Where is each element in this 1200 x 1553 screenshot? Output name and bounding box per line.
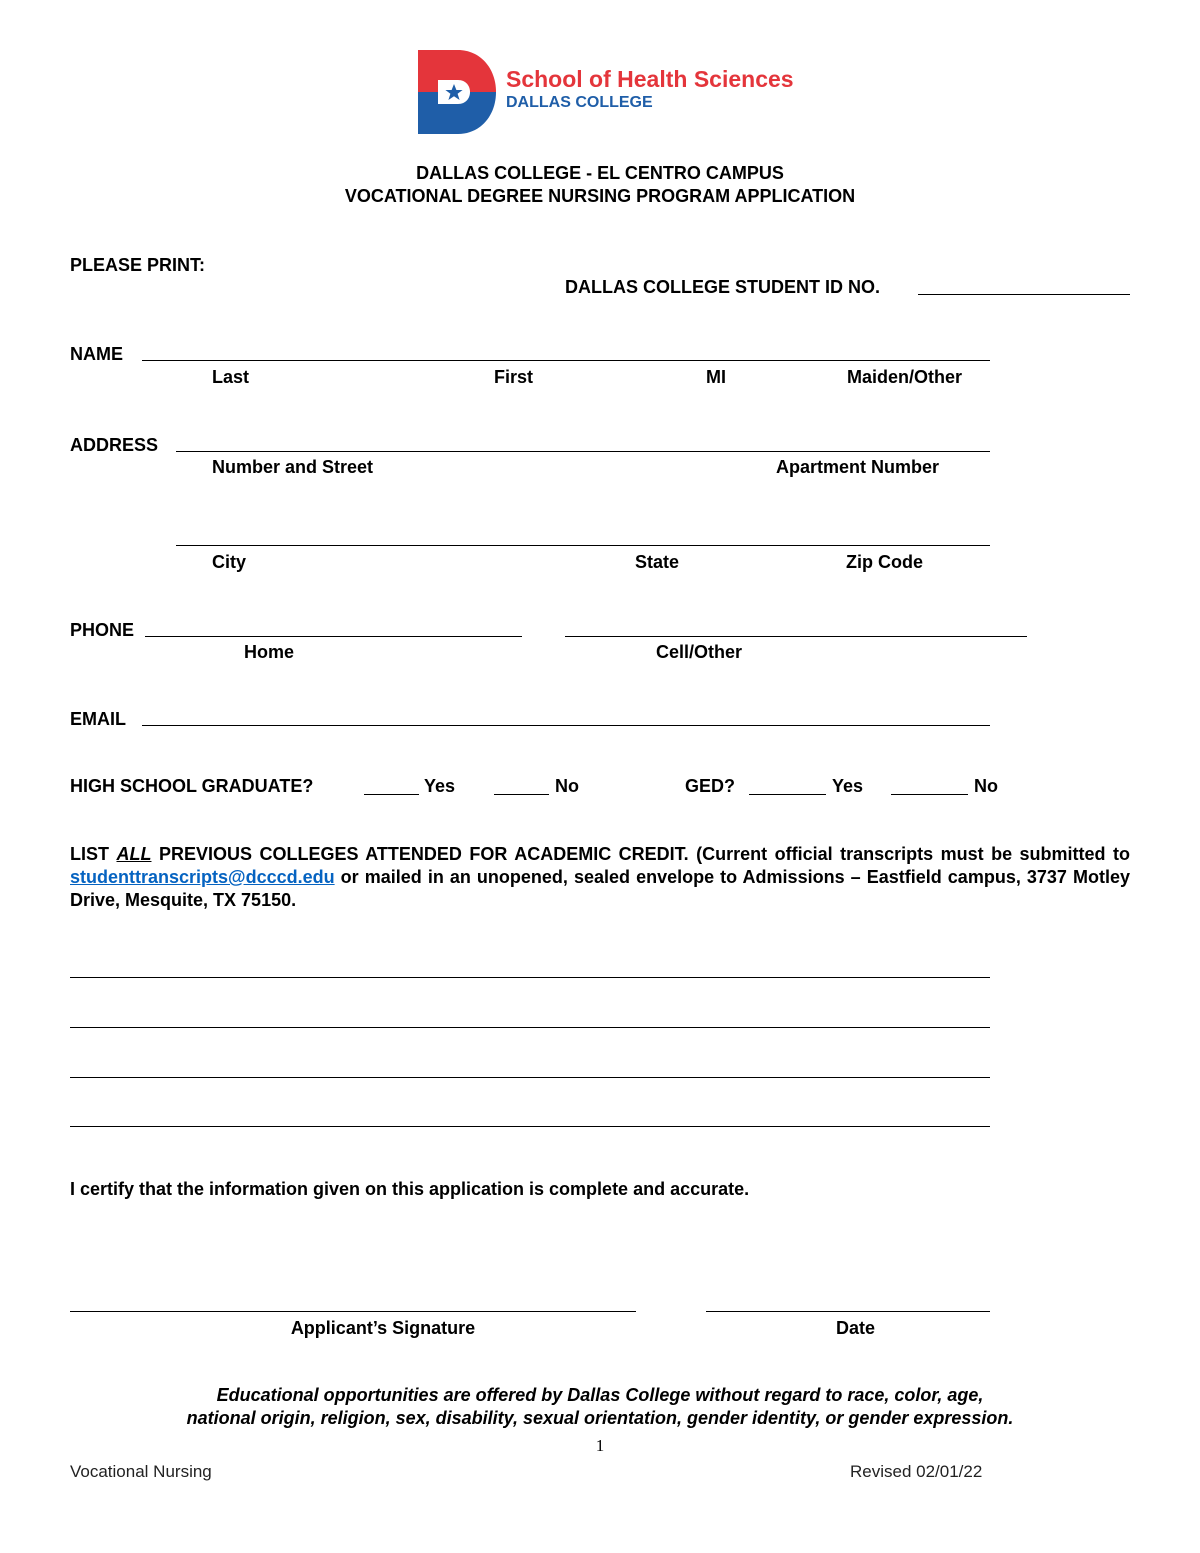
page-title: DALLAS COLLEGE - EL CENTRO CAMPUS (416, 163, 784, 183)
email-label: EMAIL (70, 709, 126, 729)
student-id-label: DALLAS COLLEGE STUDENT ID NO. (565, 277, 880, 297)
phone-caption-home: Home (244, 642, 295, 662)
signature-caption: Applicant’s Signature (290, 1318, 476, 1338)
college-line-2[interactable] (70, 1027, 990, 1028)
nondiscrimination-line-2: national origin, religion, sex, disability, sexual orientation, gender identity, or gender expression. (186, 1408, 1014, 1428)
page-subtitle: VOCATIONAL DEGREE NURSING PROGRAM APPLICATION (344, 186, 856, 206)
logo-title: School of Health Sciences (506, 66, 794, 92)
logo (418, 48, 803, 138)
address-label: ADDRESS (70, 435, 159, 455)
name-label: NAME (70, 344, 123, 364)
nondiscrimination-line-1: Educational opportunities are offered by Dallas College without regard to race, color, age, (216, 1385, 984, 1405)
address-caption-zip: Zip Code (846, 552, 923, 572)
colleges-text-2: PREVIOUS COLLEGES ATTENDED FOR ACADEMIC CREDIT. (Current official transcripts must be submitted to (151, 844, 1131, 864)
hs-no-blank[interactable] (494, 794, 549, 795)
please-print-label: PLEASE PRINT: (70, 255, 206, 275)
name-caption-maiden: Maiden/Other (847, 367, 963, 387)
phone-cell-line[interactable] (565, 636, 1027, 637)
student-id-line[interactable] (918, 294, 1130, 295)
address-caption-street: Number and Street (212, 457, 374, 477)
certify-statement: I certify that the information given on this application is complete and accurate. (70, 1179, 750, 1199)
signature-line[interactable] (70, 1311, 636, 1312)
college-line-1[interactable] (70, 977, 990, 978)
colleges-text-3: or mailed in an unopened, sealed envelope to Admissions – Eastfield campus, 3737 Motley Drive, Mesquite, TX 75150. (70, 867, 1130, 910)
ged-no-blank[interactable] (891, 794, 968, 795)
ged-label: GED? (685, 776, 736, 796)
date-line[interactable] (706, 1311, 990, 1312)
college-line-4[interactable] (70, 1126, 990, 1127)
ged-yes-label: Yes (832, 776, 864, 796)
name-line[interactable] (142, 360, 990, 361)
address-caption-apartment: Apartment Number (776, 457, 940, 477)
name-caption-mi: MI (706, 367, 726, 387)
high-school-label: HIGH SCHOOL GRADUATE? (70, 776, 314, 796)
logo-subtitle: DALLAS COLLEGE (506, 94, 653, 111)
phone-label: PHONE (70, 620, 135, 640)
phone-home-line[interactable] (145, 636, 522, 637)
footer-left: Vocational Nursing (70, 1462, 212, 1481)
dallas-college-logo-mark (418, 50, 498, 134)
name-caption-last: Last (212, 367, 250, 387)
college-line-3[interactable] (70, 1077, 990, 1078)
hs-no-label: No (555, 776, 579, 796)
address-caption-city: City (212, 552, 247, 572)
ged-yes-blank[interactable] (749, 794, 826, 795)
address-line-city[interactable] (176, 545, 990, 546)
email-line[interactable] (142, 725, 990, 726)
hs-yes-label: Yes (424, 776, 456, 796)
address-caption-state: State (635, 552, 680, 572)
colleges-text-1: LIST (70, 844, 117, 864)
ged-no-label: No (974, 776, 998, 796)
footer-right: Revised 02/01/22 (850, 1462, 983, 1481)
transcripts-email-link[interactable]: studenttranscripts@dcccd.edu (70, 867, 335, 887)
phone-caption-cell: Cell/Other (656, 642, 743, 662)
colleges-instructions (70, 843, 1130, 912)
colleges-emphasis: ALL (116, 844, 152, 864)
hs-yes-blank[interactable] (364, 794, 419, 795)
address-line-street[interactable] (176, 451, 990, 452)
page-number: 1 (595, 1436, 605, 1455)
name-caption-first: First (494, 367, 534, 387)
date-caption: Date (836, 1318, 876, 1338)
